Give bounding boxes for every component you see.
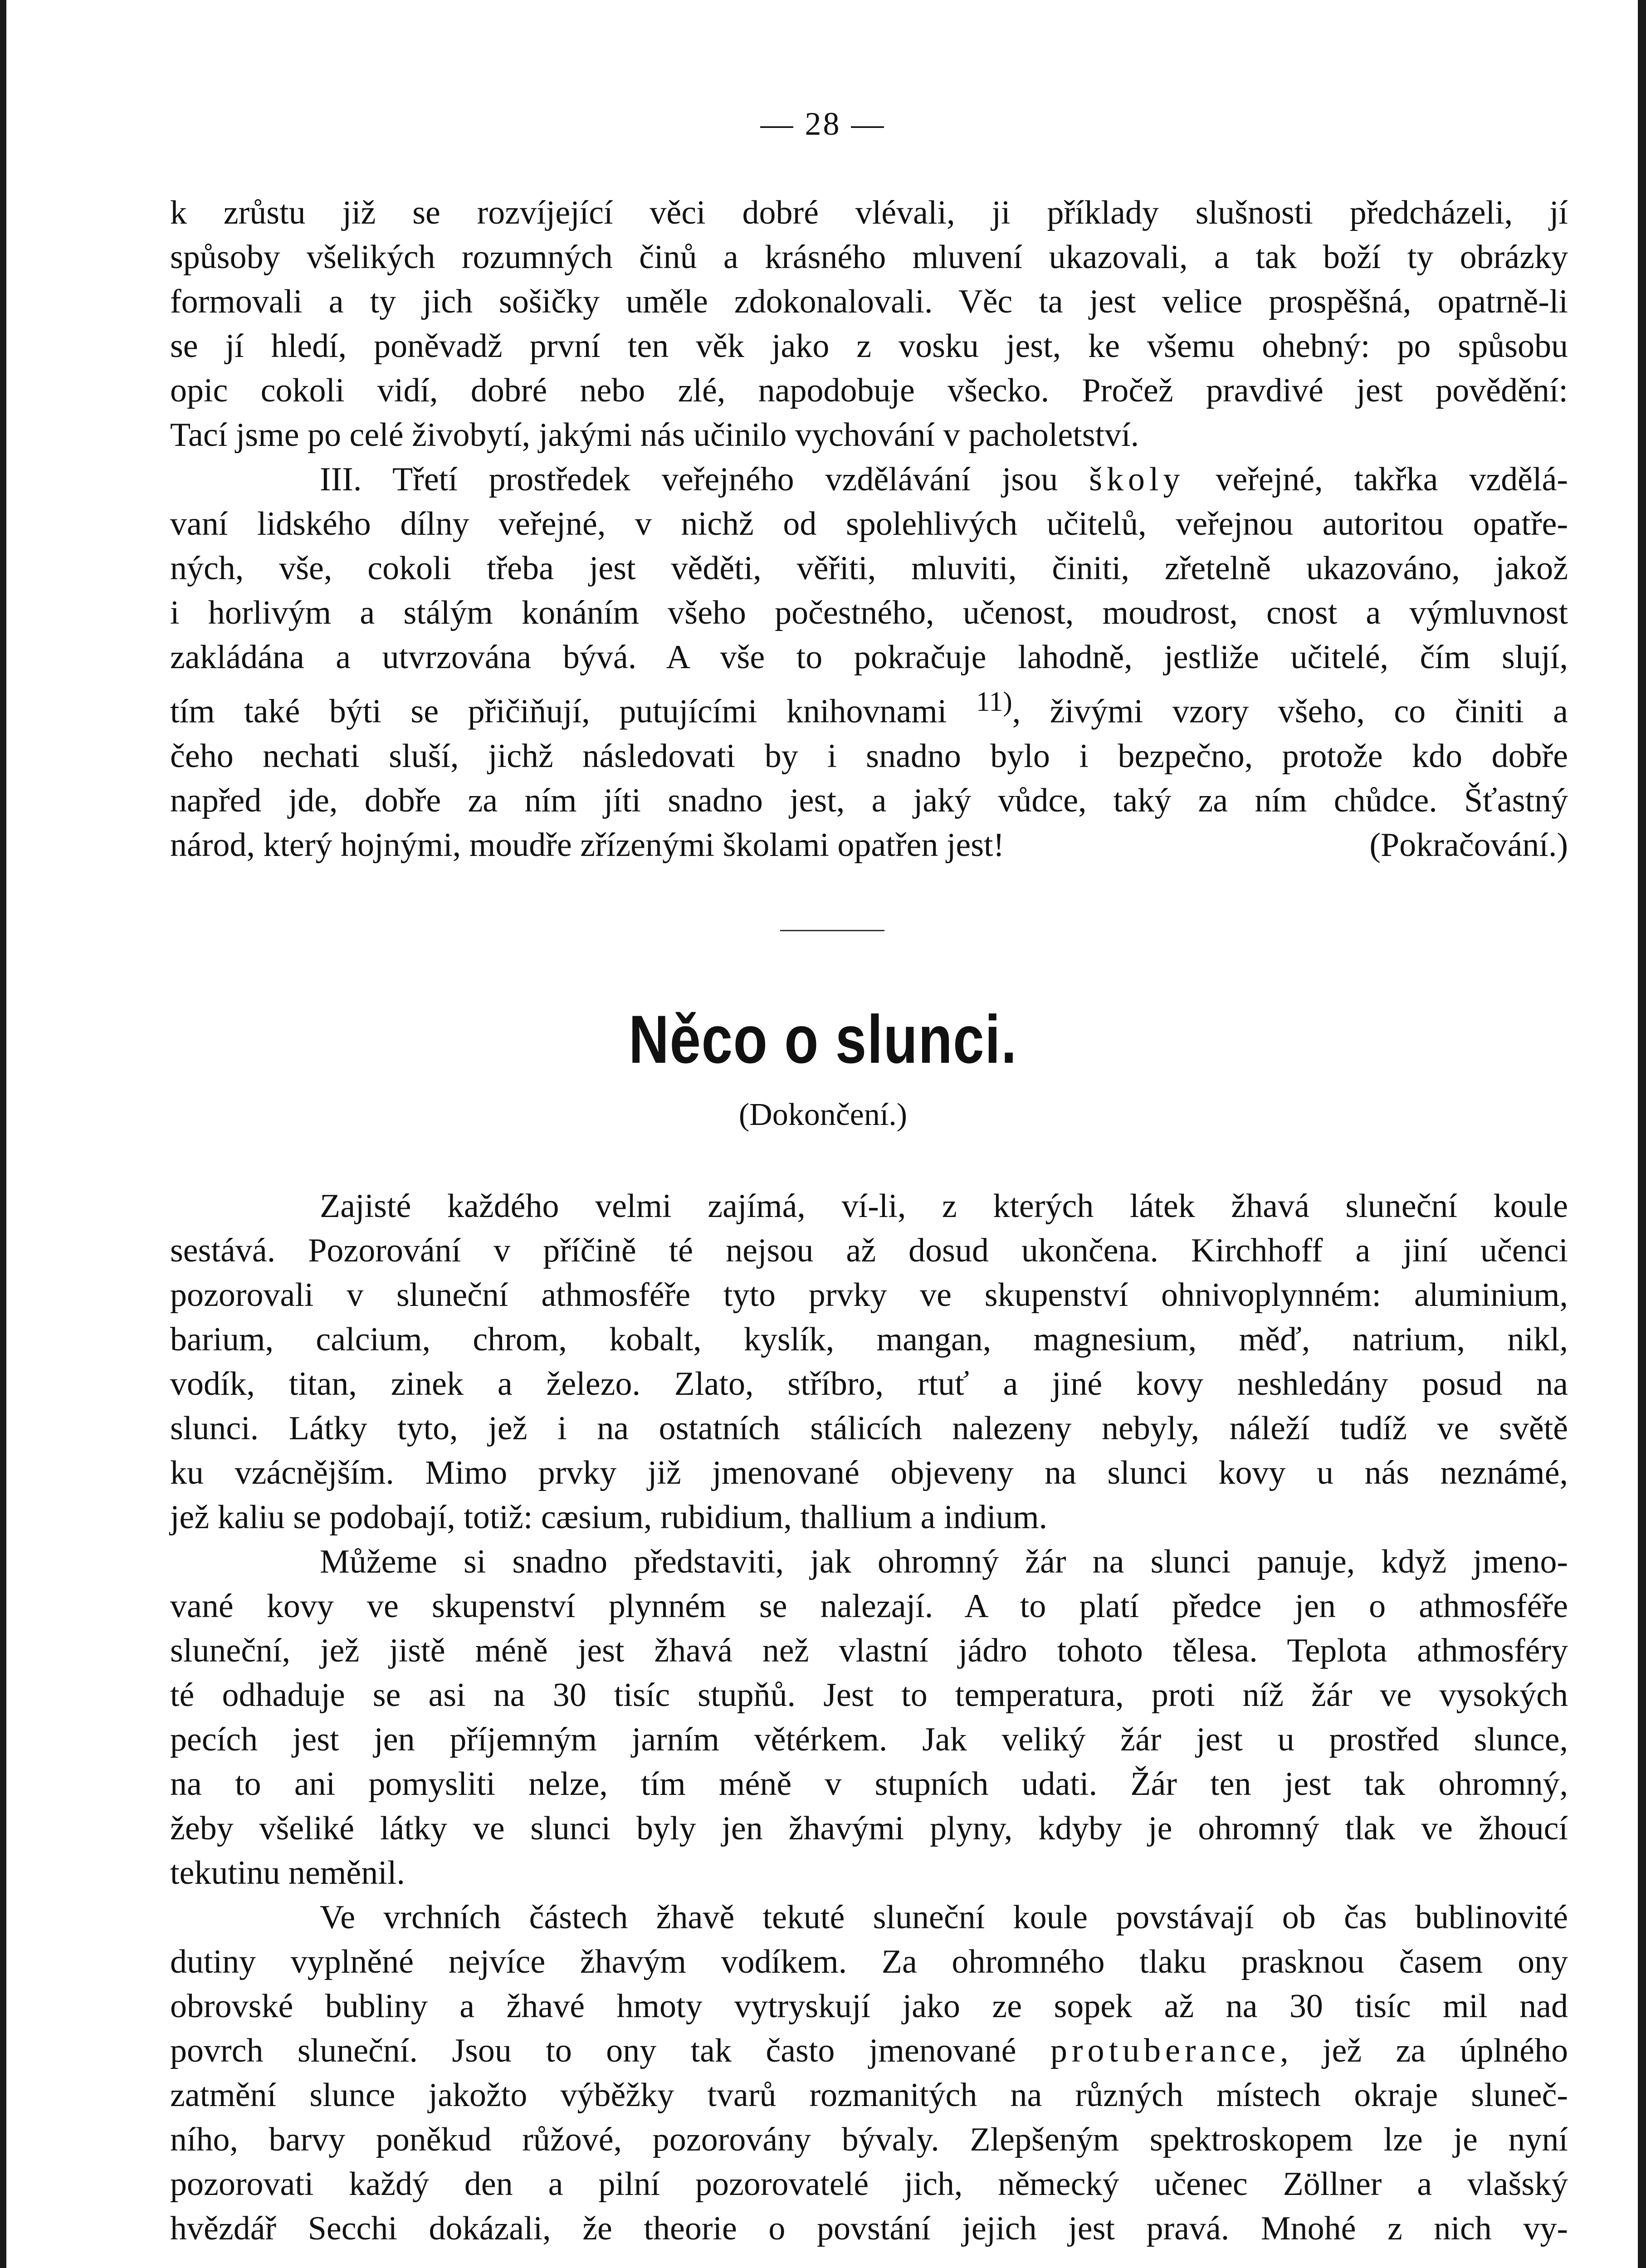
text-line: barium, calcium, chrom, kobalt, kyslík, mangan, magnesium, měď, natrium, nikl, xyxy=(170,1321,1568,1358)
text-line: zatmění slunce jakožto výběžky tvarů rozmanitých na různých místech okraje sluneč- xyxy=(170,2077,1568,2114)
text-line: Zajisté každého velmi zajímá, ví-li, z kterých látek žhavá sluneční koule xyxy=(320,1188,1568,1225)
page-number: — 28 — xyxy=(760,106,886,142)
text-line: hvězdář Secchi dokázali, že theorie o povstání jejich jest pravá. Mnohé z nich vy- xyxy=(170,2210,1568,2247)
text-line: obrovské bubliny a žhavé hmoty vytryskují jako ze sopek až na 30 tisíc mil nad xyxy=(170,1988,1568,2025)
page-edge-left xyxy=(0,0,6,2268)
footnote-reference: 11) xyxy=(976,686,1012,717)
text-line: čeho nechati sluší, jichž následovati by i snadno bylo i bezpečno, protože kdo dobře xyxy=(170,737,1568,775)
text-line: Tací jsme po celé živobytí, jakými nás učinilo vychování v pacholetství. xyxy=(170,416,1139,454)
article-title: Něco o slunci. xyxy=(629,1001,1017,1077)
text-line: napřed jde, dobře za ním jíti snadno jest, a jaký vůdce, taký za ním chůdce. Šťastný xyxy=(170,782,1568,819)
text-line: vaní lidského dílny veřejné, v nichž od spolehlivých učitelů, veřejnou autoritou opatře- xyxy=(170,505,1568,543)
emphasized-term: školy xyxy=(1089,461,1185,498)
text-line: k zrůstu již se rozvíjející věci dobré vlévali, ji příklady slušnosti předcházeli, jí xyxy=(170,194,1568,231)
text-line: sestává. Pozorování v příčině té nejsou až dosud ukončena. Kirchhoff a jiní učenci xyxy=(170,1232,1568,1269)
text-line: vodík, titan, zinek a železo. Zlato, stříbro, rtuť a jiné kovy neshledány posud na xyxy=(170,1365,1568,1403)
text-line: Ve vrchních částech žhavě tekuté sluneční koule povstávají ob čas bublinovité xyxy=(320,1899,1568,1936)
text-line: ního, barvy poněkud růžové, pozorovány bývaly. Zlepšeným spektroskopem lze je nyní xyxy=(170,2121,1568,2158)
text-line: na to ani pomysliti nelze, tím méně v stupních udati. Žár ten jest tak ohromný, xyxy=(170,1765,1568,1803)
text-line: žeby všeliké látky ve slunci byly jen žhavými plyny, kdyby je ohromný tlak ve žhoucí xyxy=(170,1810,1568,1847)
text-segment: tím také býti se přičiňují, putujícími knihovnami xyxy=(170,693,947,730)
text-line: té odhaduje se asi na 30 tisíc stupňů. Jest to temperatura, proti níž žár ve vysokých xyxy=(170,1677,1568,1714)
page-edge-right xyxy=(1638,0,1646,2268)
text-line: sluneční, jež jistě méně jest žhavá než vlastní jádro tohoto tělesa. Teplota athmosféry xyxy=(170,1632,1568,1669)
text-line: opic cokoli vidí, dobré nebo zlé, napodobuje všecko. Pročež pravdivé jest povědění: xyxy=(170,372,1568,409)
text-segment: veřejné, takřka vzdělá- xyxy=(1216,461,1568,498)
section-divider xyxy=(780,930,884,931)
article-subtitle: (Dokončení.) xyxy=(738,1097,908,1132)
text-line: vané kovy ve skupenství plynném se nalezají. A to platí předce jen o athmosféře xyxy=(170,1588,1568,1625)
text-line: se jí hledí, poněvadž první ten věk jako z vosku jest, ke všemu ohebný: po spůsobu xyxy=(170,327,1568,365)
text-line xyxy=(170,457,1568,502)
emphasized-term: protuberance xyxy=(1050,2032,1280,2069)
text-line: ku vzácnějším. Mimo prvky již jmenované objeveny na slunci kovy u nás neznámé, xyxy=(170,1454,1568,1491)
text-line xyxy=(170,823,1568,867)
continuation-note: (Pokračování.) xyxy=(1369,826,1568,864)
text-line: pozorovali v sluneční athmosféře tyto prvky ve skupenství ohnivoplynném: aluminium, xyxy=(170,1276,1568,1314)
text-line: Můžeme si snadno představiti, jak ohromný žár na slunci panuje, když jmeno- xyxy=(320,1543,1568,1580)
text-segment: , jež za úplného xyxy=(1280,2032,1568,2069)
text-line: slunci. Látky tyto, jež i na ostatních stálicích nalezeny nebyly, náleží tudíž ve světě xyxy=(170,1410,1568,1447)
text-line: tekutinu neměnil. xyxy=(170,1854,405,1892)
text-segment: povrch sluneční. Jsou to ony tak často jmenované xyxy=(170,2032,1016,2069)
text-line: dutiny vyplněné nejvíce žhavým vodíkem. Za ohromného tlaku prasknou časem ony xyxy=(170,1943,1568,1980)
text-segment: , živými vzory všeho, co činiti a xyxy=(1012,693,1568,730)
text-line: ných, vše, cokoli třeba jest věděti, věřiti, mluviti, činiti, zřetelně ukazováno, jakož xyxy=(170,550,1568,587)
section-continuation xyxy=(170,191,1568,867)
text-line: zakládána a utvrzována bývá. A vše to pokračuje lahodně, jestliže učitelé, čím slují, xyxy=(170,639,1568,676)
text-line: i horlivým a stálým konáním všeho počestného, učenost, moudrost, cnost a výmluvnost xyxy=(170,594,1568,631)
text-segment: III. Třetí prostředek veřejného vzdělávání jsou xyxy=(320,461,1058,498)
text-line: pozorovati každý den a pilní pozorovatelé jich, německý učenec Zöllner a vlašský xyxy=(170,2165,1568,2203)
text-line xyxy=(170,679,1568,734)
text-line: formovali a ty jich sošičky uměle zdokonalovali. Věc ta jest velice prospěšná, opatrně-li xyxy=(170,283,1568,320)
article-body xyxy=(170,1184,1568,2251)
text-line: spůsoby všelikých rozumných činů a krásného mluvení ukazovali, a tak boží ty obrázky xyxy=(170,239,1568,276)
text-line: jež kaliu se podobají, totiž: cæsium, rubidium, thallium a indium. xyxy=(170,1499,1048,1536)
text-line xyxy=(170,2028,1568,2073)
text-segment: národ, který hojnými, moudře zřízenými školami opatřen jest! xyxy=(170,826,1005,864)
text-line: pecích jest jen příjemným jarním větérkem. Jak veliký žár jest u prostřed slunce, xyxy=(170,1721,1568,1758)
